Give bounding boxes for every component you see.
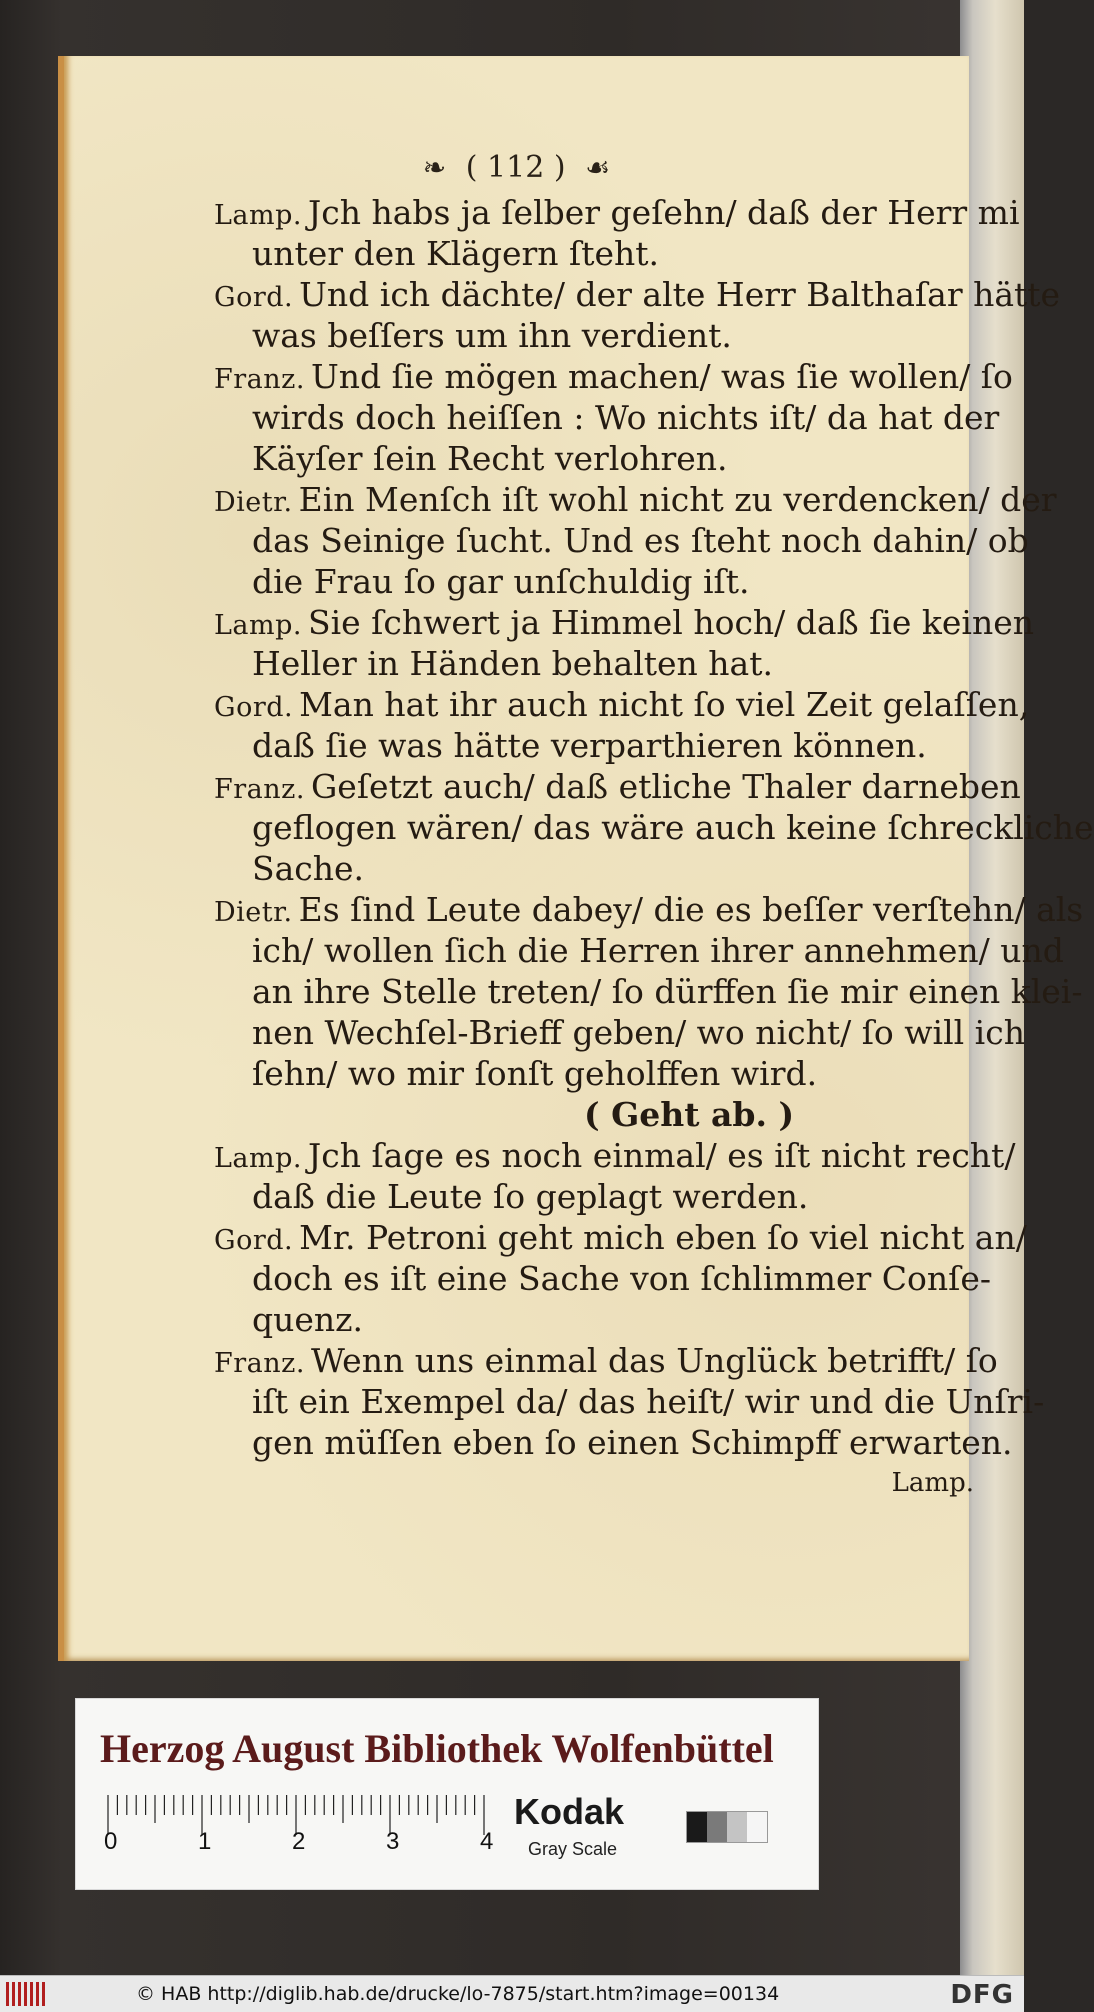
line-text: Ein Menſch iſt wohl nicht zu verdencken/ der: [298, 480, 1057, 519]
text-line: [214, 602, 1035, 643]
color-reference-card: [75, 1698, 819, 1890]
text-line: [214, 397, 1000, 438]
footer-bar: [0, 1975, 1024, 2012]
text-line: [214, 1053, 974, 1094]
line-text: ( Geht ab. ): [584, 1095, 795, 1134]
catchword: Lamp.: [891, 1468, 974, 1498]
line-text: Sache.: [252, 849, 365, 888]
text-line: [214, 479, 1057, 520]
text-line: [214, 807, 1094, 848]
line-text: doch es iſt eine Sache von ſchlimmer Conſe-: [252, 1259, 992, 1298]
line-text: Geſetzt auch/ daß etliche Thaler darneben: [310, 767, 1021, 806]
line-text: iſt ein Exempel da/ das heiſt/ wir und die Unſri-: [252, 1382, 1045, 1421]
line-text: daß die Leute ſo geplagt werden.: [252, 1177, 809, 1216]
line-text: Es ſind Leute dabey/ die es beſſer verſtehn/ als: [298, 890, 1084, 929]
text-line: [214, 766, 1021, 807]
line-text: Käyſer ſein Recht verlohren.: [252, 439, 728, 478]
text-line: [214, 520, 1029, 561]
text-line: [214, 1135, 1016, 1176]
dialogue-text: [214, 192, 1094, 1504]
ruler-label: 2: [292, 1828, 306, 1855]
text-line: [214, 1258, 992, 1299]
text-line: [214, 1217, 1027, 1258]
line-text: geflogen wären/ das wäre auch keine ſchreckliche: [252, 808, 1094, 847]
ruler-label: 0: [104, 1828, 118, 1855]
line-text: wirds doch heiſſen : Wo nichts iſt/ da hat der: [252, 398, 1000, 437]
book-page: [58, 56, 1094, 1661]
ornament-left-icon: ❧: [422, 151, 447, 184]
page-header: [64, 150, 969, 185]
line-text: Mr. Petroni geht mich eben ſo viel nicht an/: [299, 1218, 1027, 1257]
line-text: daß ſie was hätte verparthieren können.: [252, 726, 927, 765]
line-text: ich/ wollen ſich die Herren ihrer annehmen/ und: [252, 931, 1064, 970]
ruler-label: 4: [480, 1828, 494, 1855]
text-line: [214, 1340, 998, 1381]
speaker-name: Gord.: [214, 282, 294, 313]
line-text: was beſſers um ihn verdient.: [252, 316, 732, 355]
library-name: Herzog August Bibliothek Wolfenbüttel: [100, 1726, 774, 1771]
text-line: [214, 1012, 1025, 1053]
speaker-name: Franz.: [214, 774, 305, 805]
text-line: [214, 315, 974, 356]
speaker-name: Lamp.: [214, 200, 302, 231]
text-line: [214, 1094, 974, 1135]
text-line: [214, 889, 1084, 930]
line-text: ſehn/ wo mir ſonſt geholffen wird.: [252, 1054, 818, 1093]
ruler: [100, 1791, 560, 1855]
text-line: [214, 848, 974, 889]
ornament-right-icon: ☙: [585, 151, 611, 184]
text-line: [214, 1176, 974, 1217]
speaker-name: Gord.: [214, 1225, 294, 1256]
page-number: ( 112 ): [465, 150, 566, 185]
line-text: das Seinige ſucht. Und es ſteht noch dahin/ ob: [252, 521, 1029, 560]
gray-scale-label: Gray Scale: [528, 1839, 618, 1859]
text-line: [214, 1299, 974, 1340]
copyright-link[interactable]: © HAB http://diglib.hab.de/drucke/lo-7875/start.htm?image=00134: [136, 1983, 780, 2005]
ruler-label: 3: [386, 1828, 400, 1855]
speaker-name: Lamp.: [214, 610, 302, 641]
text-line: [214, 930, 1064, 971]
line-text: Heller in Händen behalten hat.: [252, 644, 773, 683]
line-text: Sie ſchwert ja Himmel hoch/ daß ſie keinen: [308, 603, 1035, 642]
text-line: [214, 356, 1013, 397]
text-line: [214, 438, 974, 479]
speaker-name: Dietr.: [214, 487, 293, 518]
line-text: an ihre Stelle treten/ ſo dürffen ſie mir einen klei-: [252, 972, 1083, 1011]
kodak-logo: Kodak: [514, 1791, 625, 1832]
text-line: [214, 971, 1083, 1012]
speaker-name: Franz.: [214, 1348, 305, 1379]
text-line: [214, 192, 1020, 233]
speaker-name: Dietr.: [214, 897, 293, 928]
line-text: Man hat ihr auch nicht ſo viel Zeit gelaſſen,: [299, 685, 1030, 724]
hab-barcode-icon: [6, 1982, 48, 2006]
speaker-name: Lamp.: [214, 1143, 302, 1174]
speaker-name: Franz.: [214, 364, 305, 395]
line-text: die Frau ſo gar unſchuldig iſt.: [252, 562, 750, 601]
line-text: unter den Klägern ſteht.: [252, 234, 660, 273]
text-line: [214, 1422, 1013, 1463]
text-line: [214, 1381, 1045, 1422]
line-text: Jch habs ja ſelber geſehn/ daß der Herr mi: [308, 193, 1020, 232]
ruler-label: 1: [198, 1828, 212, 1855]
dfg-logo: DFG: [950, 1980, 1014, 2010]
text-line: [214, 274, 1061, 315]
text-line: [214, 643, 974, 684]
line-text: nen Wechſel-Brieff geben/ wo nicht/ ſo will ich: [252, 1013, 1025, 1052]
text-line: [214, 561, 974, 602]
text-line: [214, 725, 974, 766]
line-text: Und ich dächte/ der alte Herr Balthaſar hätte: [299, 275, 1061, 314]
line-text: Und ſie mögen machen/ was ſie wollen/ ſo: [310, 357, 1013, 396]
line-text: Jch ſage es noch einmal/ es iſt nicht recht/: [308, 1136, 1016, 1175]
speaker-name: Gord.: [214, 692, 294, 723]
text-line: [214, 233, 974, 274]
text-line: [214, 684, 1030, 725]
line-text: Wenn uns einmal das Unglück betrifft/ ſo: [310, 1341, 998, 1380]
gray-scale-swatch: [686, 1811, 768, 1843]
line-text: quenz.: [252, 1300, 364, 1339]
line-text: gen müſſen eben ſo einen Schimpff erwarten.: [252, 1423, 1013, 1462]
